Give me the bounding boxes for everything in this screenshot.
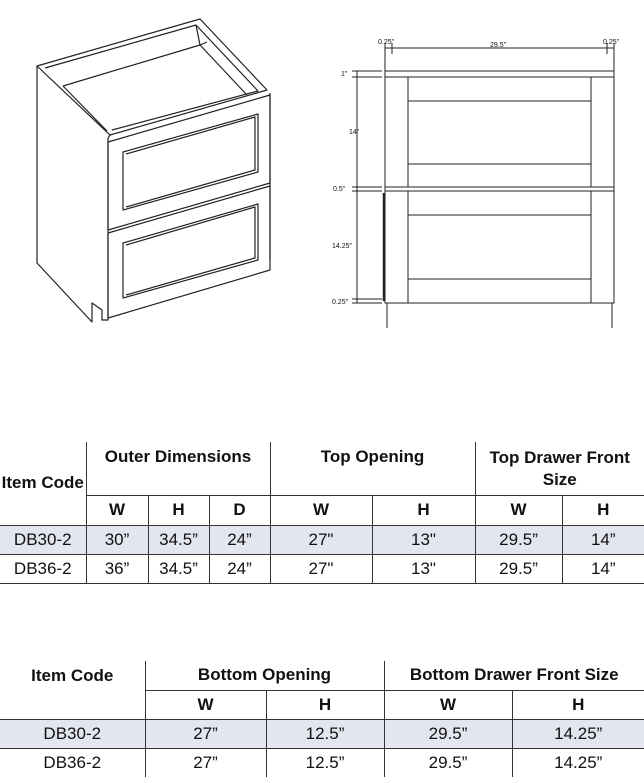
header-h: H	[512, 690, 644, 719]
cell-code: DB36-2	[0, 748, 145, 777]
cell-bottom-opening-h: 12.5”	[266, 719, 384, 748]
cell-code: DB36-2	[0, 554, 86, 583]
header-item-code: Item Code	[1, 473, 84, 493]
header-h: H	[148, 495, 209, 525]
cell-outer-w: 36”	[86, 554, 148, 583]
dim-side-3: 0.5"	[333, 186, 346, 193]
header-item-code: Item Code	[31, 666, 114, 685]
header-h: H	[266, 690, 384, 719]
header-w: W	[145, 690, 266, 719]
header-w: W	[86, 495, 148, 525]
header-top-drawer-front: Top Drawer Front Size	[475, 442, 644, 495]
cell-outer-h: 34.5”	[148, 554, 209, 583]
dim-top-right: 0.25"	[603, 39, 620, 46]
header-d: D	[209, 495, 270, 525]
cell-code: DB30-2	[0, 525, 86, 554]
header-w: W	[475, 495, 562, 525]
cell-drawer-w: 29.5”	[475, 525, 562, 554]
cell-outer-h: 34.5”	[148, 525, 209, 554]
dimension-labels	[332, 39, 620, 306]
cell-top-opening-h: 13"	[372, 525, 475, 554]
spec-table-outer-top	[0, 442, 644, 584]
spec-table-bottom	[0, 661, 644, 777]
cell-drawer-h: 14.25”	[512, 748, 644, 777]
cell-top-opening-w: 27"	[270, 554, 372, 583]
table-row	[0, 525, 644, 554]
header-outer-dimensions: Outer Dimensions	[86, 442, 270, 495]
cell-drawer-h: 14.25”	[512, 719, 644, 748]
cabinet-front-elevation	[0, 0, 644, 340]
header-h: H	[372, 495, 475, 525]
cell-bottom-opening-w: 27”	[145, 719, 266, 748]
cell-outer-d: 24”	[209, 525, 270, 554]
dim-side-5: 0.25"	[332, 299, 349, 306]
dim-top-left: 0.25"	[378, 39, 395, 46]
header-bottom-opening: Bottom Opening	[145, 661, 384, 690]
cell-drawer-w: 29.5”	[475, 554, 562, 583]
cell-top-opening-h: 13"	[372, 554, 475, 583]
cell-drawer-h: 14”	[562, 554, 644, 583]
cell-top-opening-w: 27"	[270, 525, 372, 554]
header-top-opening: Top Opening	[270, 442, 475, 495]
cell-outer-d: 24”	[209, 554, 270, 583]
table-row	[0, 748, 644, 777]
dim-side-4: 14.25"	[332, 243, 353, 250]
cell-drawer-h: 14”	[562, 525, 644, 554]
header-w: W	[270, 495, 372, 525]
cell-outer-w: 30”	[86, 525, 148, 554]
cell-bottom-opening-w: 27”	[145, 748, 266, 777]
cell-drawer-w: 29.5”	[384, 719, 512, 748]
dim-top-center: 29.5"	[490, 42, 507, 49]
cell-bottom-opening-h: 12.5”	[266, 748, 384, 777]
dim-side-2: 14"	[349, 129, 360, 136]
header-w: W	[384, 690, 512, 719]
cell-code: DB30-2	[0, 719, 145, 748]
table-row	[0, 719, 644, 748]
cell-drawer-w: 29.5”	[384, 748, 512, 777]
header-h: H	[562, 495, 644, 525]
dim-side-1: 1"	[341, 71, 348, 78]
header-bottom-drawer-front: Bottom Drawer Front Size	[384, 661, 644, 690]
table-row	[0, 554, 644, 583]
